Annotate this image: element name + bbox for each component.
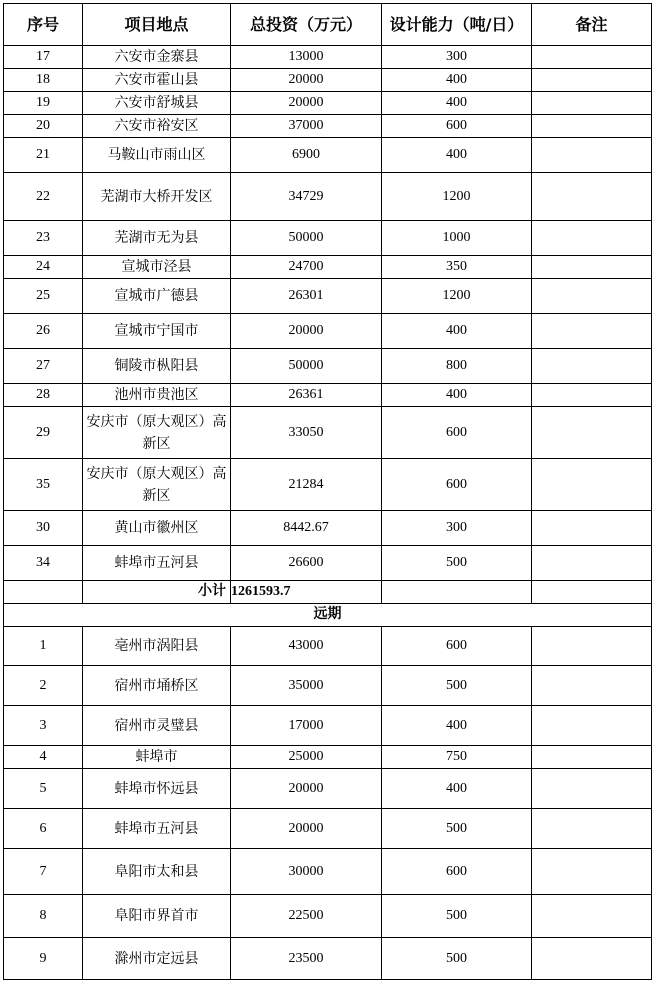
row-note [532, 511, 652, 546]
row-number: 28 [4, 384, 83, 407]
row-location: 安庆市（原大观区）高新区 [83, 459, 231, 511]
table-row [4, 115, 652, 138]
table-row [4, 627, 652, 666]
row-investment: 21284 [231, 459, 382, 511]
row-number: 25 [4, 279, 83, 314]
row-note [532, 666, 652, 706]
row-capacity: 800 [382, 349, 532, 384]
row-note [532, 706, 652, 746]
row-note [532, 769, 652, 809]
row-location: 池州市贵池区 [83, 384, 231, 407]
row-note [532, 746, 652, 769]
row-location: 宣城市宁国市 [83, 314, 231, 349]
row-location: 阜阳市太和县 [83, 849, 231, 895]
row-investment: 33050 [231, 407, 382, 459]
row-investment: 20000 [231, 809, 382, 849]
table-row [4, 849, 652, 895]
row-location: 宿州市埇桥区 [83, 666, 231, 706]
row-location: 黄山市徽州区 [83, 511, 231, 546]
row-location: 蚌埠市五河县 [83, 546, 231, 581]
row-investment: 13000 [231, 46, 382, 69]
row-location: 阜阳市界首市 [83, 895, 231, 938]
row-number: 19 [4, 92, 83, 115]
header-cell-no: 序号 [4, 4, 83, 46]
row-location: 马鞍山市雨山区 [83, 138, 231, 173]
row-location: 蚌埠市怀远县 [83, 769, 231, 809]
row-investment: 20000 [231, 314, 382, 349]
row-investment: 8442.67 [231, 511, 382, 546]
row-location: 六安市金寨县 [83, 46, 231, 69]
row-capacity: 500 [382, 895, 532, 938]
table-row [4, 314, 652, 349]
row-number: 2 [4, 666, 83, 706]
row-location: 蚌埠市 [83, 746, 231, 769]
row-number: 35 [4, 459, 83, 511]
row-capacity: 600 [382, 627, 532, 666]
row-capacity: 1000 [382, 221, 532, 256]
table-row [4, 706, 652, 746]
row-investment: 22500 [231, 895, 382, 938]
table-row [4, 809, 652, 849]
far-term-rows [4, 627, 652, 980]
table-row [4, 666, 652, 706]
subtotal-label: 小计 [83, 581, 231, 604]
table-row [4, 221, 652, 256]
row-note [532, 115, 652, 138]
row-number: 5 [4, 769, 83, 809]
row-capacity: 500 [382, 809, 532, 849]
row-location: 芜湖市无为县 [83, 221, 231, 256]
row-note [532, 46, 652, 69]
row-capacity: 600 [382, 115, 532, 138]
row-number: 18 [4, 69, 83, 92]
header-cell-investment: 总投资（万元） [231, 4, 382, 46]
row-capacity: 600 [382, 459, 532, 511]
row-location: 蚌埠市五河县 [83, 809, 231, 849]
row-investment: 50000 [231, 349, 382, 384]
row-investment: 20000 [231, 769, 382, 809]
header-row [4, 4, 652, 46]
row-investment: 17000 [231, 706, 382, 746]
row-note [532, 384, 652, 407]
row-capacity: 750 [382, 746, 532, 769]
subtotal-empty-1 [382, 581, 532, 604]
row-note [532, 138, 652, 173]
row-capacity: 400 [382, 92, 532, 115]
table-row [4, 384, 652, 407]
subtotal-row [4, 581, 652, 604]
row-note [532, 459, 652, 511]
row-note [532, 92, 652, 115]
subtotal-spacer [4, 581, 83, 604]
row-number: 27 [4, 349, 83, 384]
table-row [4, 138, 652, 173]
row-location: 滁州市定远县 [83, 938, 231, 980]
row-location: 宿州市灵璧县 [83, 706, 231, 746]
row-capacity: 400 [382, 314, 532, 349]
row-note [532, 546, 652, 581]
row-investment: 26301 [231, 279, 382, 314]
row-investment: 37000 [231, 115, 382, 138]
row-number: 23 [4, 221, 83, 256]
row-note [532, 349, 652, 384]
row-investment: 24700 [231, 256, 382, 279]
row-number: 22 [4, 173, 83, 221]
row-capacity: 1200 [382, 173, 532, 221]
row-location: 宣城市泾县 [83, 256, 231, 279]
row-capacity: 300 [382, 511, 532, 546]
row-number: 8 [4, 895, 83, 938]
row-location: 铜陵市枞阳县 [83, 349, 231, 384]
table-row [4, 69, 652, 92]
row-location: 宣城市广德县 [83, 279, 231, 314]
row-investment: 20000 [231, 92, 382, 115]
table-row [4, 173, 652, 221]
row-capacity: 400 [382, 384, 532, 407]
row-number: 3 [4, 706, 83, 746]
row-number: 24 [4, 256, 83, 279]
table-row [4, 46, 652, 69]
row-note [532, 627, 652, 666]
row-note [532, 938, 652, 980]
row-capacity: 500 [382, 546, 532, 581]
table-row [4, 407, 652, 459]
row-location: 六安市舒城县 [83, 92, 231, 115]
row-note [532, 69, 652, 92]
section-label-far-term: 远期 [4, 604, 652, 627]
row-number: 30 [4, 511, 83, 546]
row-capacity: 400 [382, 706, 532, 746]
row-number: 20 [4, 115, 83, 138]
row-note [532, 809, 652, 849]
row-note [532, 407, 652, 459]
table-row [4, 746, 652, 769]
table-row [4, 256, 652, 279]
row-location: 亳州市涡阳县 [83, 627, 231, 666]
row-note [532, 314, 652, 349]
row-number: 4 [4, 746, 83, 769]
row-note [532, 173, 652, 221]
table-row [4, 511, 652, 546]
table-row [4, 92, 652, 115]
row-note [532, 256, 652, 279]
row-capacity: 350 [382, 256, 532, 279]
row-number: 17 [4, 46, 83, 69]
subtotal-empty-2 [532, 581, 652, 604]
row-capacity: 600 [382, 407, 532, 459]
row-investment: 30000 [231, 849, 382, 895]
row-number: 34 [4, 546, 83, 581]
row-capacity: 600 [382, 849, 532, 895]
table-row [4, 895, 652, 938]
row-number: 1 [4, 627, 83, 666]
row-investment: 25000 [231, 746, 382, 769]
row-investment: 50000 [231, 221, 382, 256]
header-cell-capacity: 设计能力（吨/日） [382, 4, 532, 46]
row-number: 26 [4, 314, 83, 349]
row-capacity: 500 [382, 938, 532, 980]
table-row [4, 349, 652, 384]
row-number: 21 [4, 138, 83, 173]
near-term-rows [4, 46, 652, 581]
row-capacity: 400 [382, 138, 532, 173]
row-number: 6 [4, 809, 83, 849]
table-row [4, 546, 652, 581]
project-table [3, 3, 652, 980]
row-investment: 34729 [231, 173, 382, 221]
row-note [532, 895, 652, 938]
row-number: 9 [4, 938, 83, 980]
row-note [532, 221, 652, 256]
row-note [532, 279, 652, 314]
table-row [4, 938, 652, 980]
row-investment: 43000 [231, 627, 382, 666]
row-capacity: 1200 [382, 279, 532, 314]
row-capacity: 400 [382, 769, 532, 809]
row-location: 六安市霍山县 [83, 69, 231, 92]
row-location: 芜湖市大桥开发区 [83, 173, 231, 221]
table-row [4, 769, 652, 809]
row-investment: 26600 [231, 546, 382, 581]
row-capacity: 400 [382, 69, 532, 92]
header-cell-location: 项目地点 [83, 4, 231, 46]
row-number: 7 [4, 849, 83, 895]
section-row [4, 604, 652, 627]
row-capacity: 500 [382, 666, 532, 706]
row-investment: 26361 [231, 384, 382, 407]
row-location: 六安市裕安区 [83, 115, 231, 138]
table-row [4, 459, 652, 511]
row-investment: 35000 [231, 666, 382, 706]
row-note [532, 849, 652, 895]
row-investment: 20000 [231, 69, 382, 92]
subtotal-value: 1261593.7 [231, 581, 382, 604]
row-investment: 6900 [231, 138, 382, 173]
row-location: 安庆市（原大观区）高新区 [83, 407, 231, 459]
row-number: 29 [4, 407, 83, 459]
row-capacity: 300 [382, 46, 532, 69]
header-cell-note: 备注 [532, 4, 652, 46]
table-row [4, 279, 652, 314]
row-investment: 23500 [231, 938, 382, 980]
